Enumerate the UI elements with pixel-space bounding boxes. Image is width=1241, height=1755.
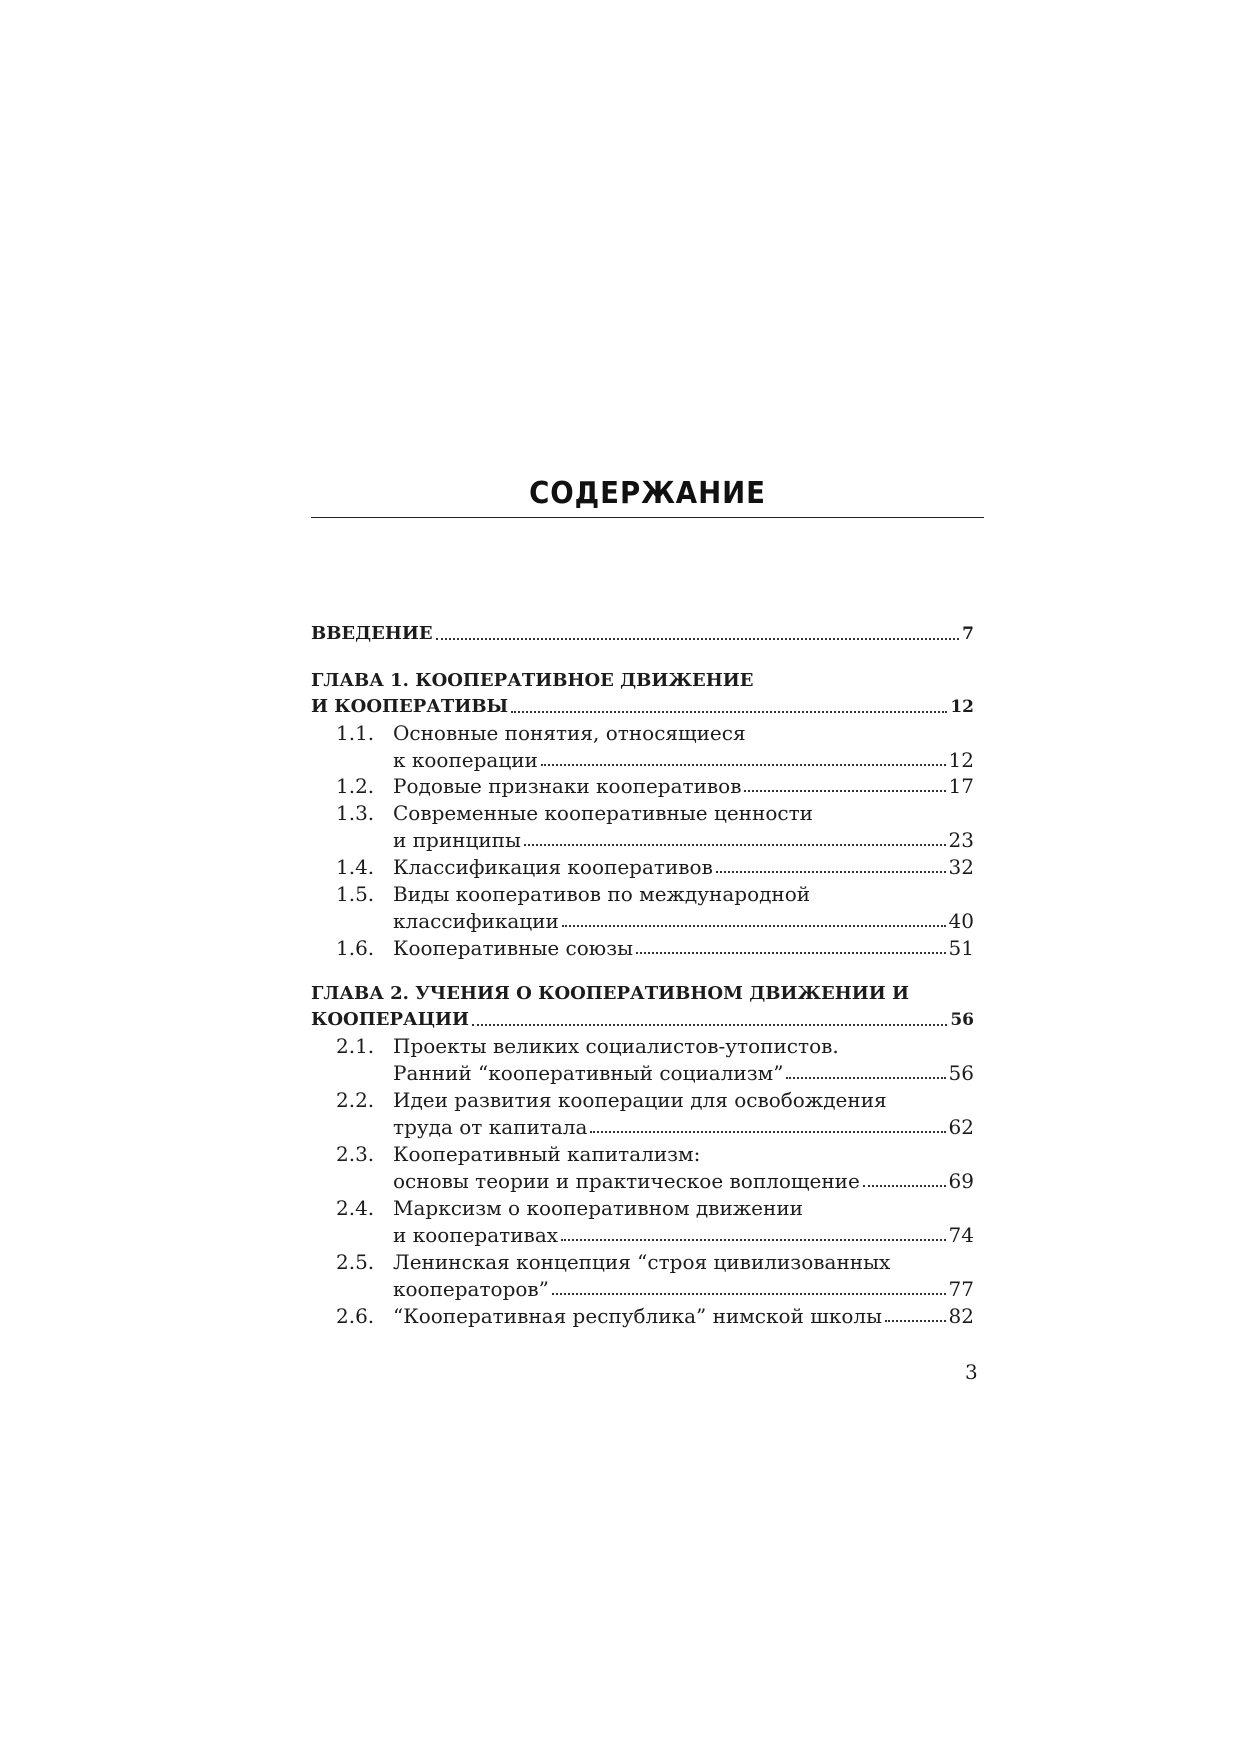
chapter-1-title[interactable]: ГЛАВА 1. КООПЕРАТИВНОЕ ДВИЖЕНИЕ xyxy=(311,670,754,691)
toc-entry-chapter-1[interactable] xyxy=(311,695,974,719)
leader-dots xyxy=(561,1239,946,1241)
leader-dots xyxy=(786,1077,945,1079)
toc-entry-2-2[interactable] xyxy=(393,1115,974,1139)
leader-dots xyxy=(863,1185,946,1187)
toc-entry-page: 7 xyxy=(962,624,974,644)
section-title[interactable]: Кооперативный капитализм: xyxy=(393,1142,701,1166)
leader-dots xyxy=(524,844,946,846)
toc-entry-2-3[interactable] xyxy=(393,1169,974,1193)
leader-dots xyxy=(716,871,946,873)
section-title[interactable]: Проекты великих социалистов-утопистов. xyxy=(393,1034,839,1058)
toc-entry-1-6[interactable] xyxy=(393,936,974,960)
toc-entry-1-4[interactable] xyxy=(393,855,974,879)
toc-entry-label: Ранний “кооперативный социализм” xyxy=(393,1061,784,1085)
leader-dots xyxy=(885,1320,946,1322)
leader-dots xyxy=(511,711,947,713)
toc-entry-label: основы теории и практическое воплощение xyxy=(393,1169,860,1193)
toc-entry-page: 56 xyxy=(948,1061,974,1085)
section-title[interactable]: Марксизм о кооперативном движении xyxy=(393,1196,803,1220)
toc-entry-label: и кооперативах xyxy=(393,1223,559,1247)
page-title: СОДЕРЖАНИЕ xyxy=(529,476,766,511)
toc-entry-page: 74 xyxy=(948,1223,974,1247)
toc-entry-label: к кооперации xyxy=(393,748,538,772)
leader-dots xyxy=(744,790,945,792)
toc-entry-page: 56 xyxy=(950,1010,974,1030)
chapter-2-title[interactable]: ГЛАВА 2. УЧЕНИЯ О КООПЕРАТИВНОМ ДВИЖЕНИИ И xyxy=(311,983,910,1004)
toc-entry-page: 17 xyxy=(948,774,974,798)
section-number: 1.4. xyxy=(336,855,375,879)
section-title[interactable]: Ленинская концепция “строя цивилизованных xyxy=(393,1250,891,1274)
toc-entry-intro[interactable] xyxy=(311,622,974,646)
section-number: 1.6. xyxy=(336,936,375,960)
section-number: 1.3. xyxy=(336,801,375,825)
leader-dots xyxy=(541,764,946,766)
section-number: 1.5. xyxy=(336,882,375,906)
toc-entry-1-3[interactable] xyxy=(393,828,974,852)
section-number: 2.6. xyxy=(336,1304,375,1328)
section-title[interactable]: Современные кооперативные ценности xyxy=(393,801,813,825)
toc-entry-label: ВВЕДЕНИЕ xyxy=(311,623,433,644)
toc-entry-page: 69 xyxy=(948,1169,974,1193)
section-title[interactable]: Виды кооперативов по международной xyxy=(393,882,811,906)
toc-entry-page: 51 xyxy=(948,936,974,960)
section-number: 2.2. xyxy=(336,1088,375,1112)
leader-dots xyxy=(436,638,960,640)
toc-entry-2-6[interactable] xyxy=(393,1304,974,1328)
toc-entry-label: Классификация кооперативов xyxy=(393,855,713,879)
toc-entry-1-2[interactable] xyxy=(393,774,974,798)
toc-entry-label: КООПЕРАЦИИ xyxy=(311,1009,470,1030)
section-number: 2.1. xyxy=(336,1034,375,1058)
toc-entry-chapter-2[interactable] xyxy=(311,1008,974,1032)
leader-dots xyxy=(552,1293,946,1295)
toc-entry-page: 40 xyxy=(948,909,974,933)
toc-entry-2-1[interactable] xyxy=(393,1061,974,1085)
leader-dots xyxy=(562,925,946,927)
toc-entry-page: 12 xyxy=(950,697,974,717)
toc-entry-label: И КООПЕРАТИВЫ xyxy=(311,696,509,717)
toc-entry-page: 77 xyxy=(948,1277,974,1301)
leader-dots xyxy=(590,1131,945,1133)
toc-entry-label: кооператоров” xyxy=(393,1277,549,1301)
toc-entry-1-5[interactable] xyxy=(393,909,974,933)
toc-entry-label: и принципы xyxy=(393,828,521,852)
toc-entry-label: Кооперативные союзы xyxy=(393,936,634,960)
section-number: 2.5. xyxy=(336,1250,375,1274)
toc-entry-label: классификации xyxy=(393,909,559,933)
section-number: 2.4. xyxy=(336,1196,375,1220)
toc-entry-page: 23 xyxy=(948,828,974,852)
toc-entry-page: 12 xyxy=(948,748,974,772)
leader-dots xyxy=(472,1024,947,1026)
section-number: 1.1. xyxy=(336,721,375,745)
section-title[interactable]: Идеи развития кооперации для освобождения xyxy=(393,1088,887,1112)
title-divider xyxy=(311,517,984,518)
toc-entry-2-4[interactable] xyxy=(393,1223,974,1247)
toc-entry-label: “Кооперативная республика” нимской школы xyxy=(393,1304,882,1328)
section-number: 1.2. xyxy=(336,774,375,798)
section-title[interactable]: Основные понятия, относящиеся xyxy=(393,721,746,745)
section-number: 2.3. xyxy=(336,1142,375,1166)
toc-entry-label: Родовые признаки кооперативов xyxy=(393,774,742,798)
toc-entry-page: 32 xyxy=(948,855,974,879)
toc-entry-label: труда от капитала xyxy=(393,1115,588,1139)
toc-entry-page: 82 xyxy=(948,1304,974,1328)
toc-entry-page: 62 xyxy=(948,1115,974,1139)
toc-entry-1-1[interactable] xyxy=(393,748,974,772)
toc-entry-2-5[interactable] xyxy=(393,1277,974,1301)
leader-dots xyxy=(636,952,946,954)
page-number: 3 xyxy=(965,1360,978,1384)
